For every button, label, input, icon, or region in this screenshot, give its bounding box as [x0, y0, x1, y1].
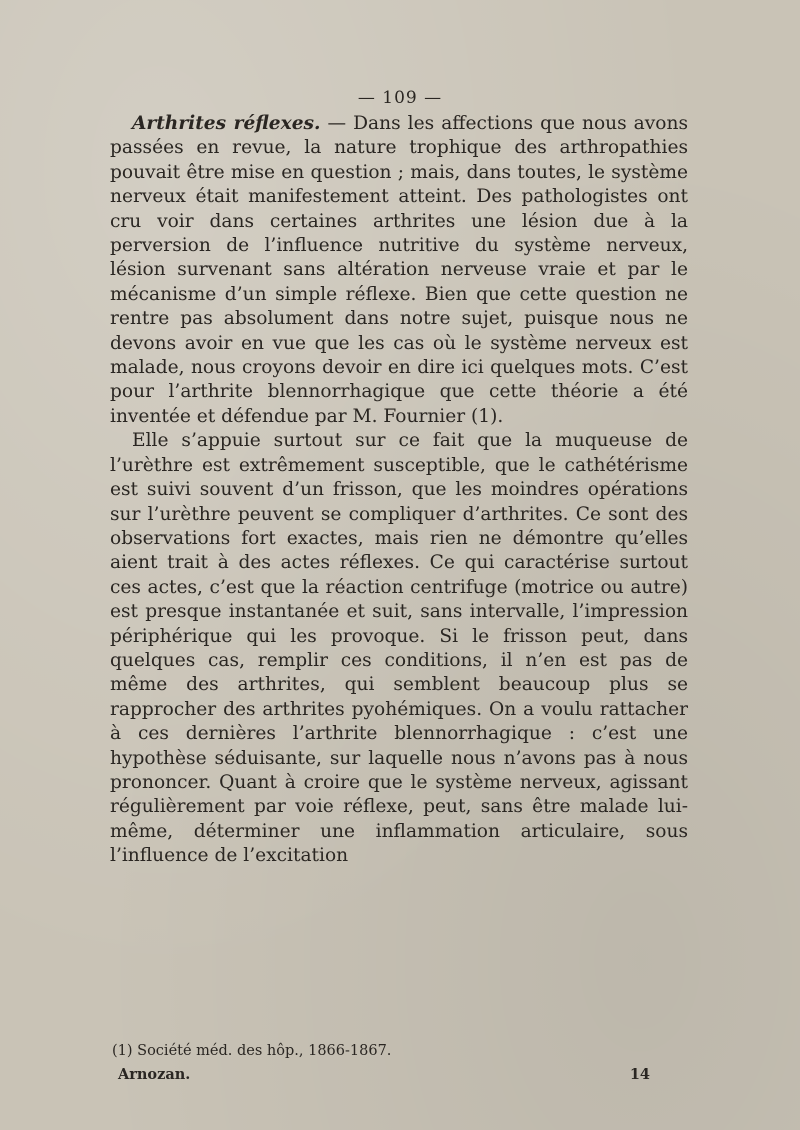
section-title: Arthrites réflexes.: [132, 113, 321, 134]
body-text: [110, 112, 688, 869]
paragraph-1-text: — Dans les affections que nous avons passées en revue, la nature trophique des arthropathies pouvait être mise en question ; mais, dans toutes, le système nerveux était manifestement atteint. Des pathologistes ont cru voir dans certaines arthrites une lésion due à la perversion de l’influence nutritive du système nerveux, lésion survenant sans altération nerveuse vraie et par le mécanisme d’un simple réflexe. Bien que cette question ne rentre pas absolument dans notre sujet, puisque nous ne devons avoir en vue que les cas où le système nerveux est malade, nous croyons devoir en dire ici quelques mots. C’est pour l’arthrite blennorrhagique que cette théorie a été inventée et défendue par M. Fournier (1).: [110, 113, 688, 427]
page-number: — 109 —: [357, 88, 443, 108]
signature-name: Arnozan.: [118, 1066, 191, 1083]
paragraph-2: [110, 429, 688, 868]
signature-number: 14: [629, 1066, 650, 1083]
footnote: (1) Société méd. des hôp., 1866-1867.: [112, 1043, 392, 1059]
signature-row: [118, 1066, 688, 1083]
paragraph-2-text: Elle s’appuie surtout sur ce fait que la muqueuse de l’urèthre est extrêmement susceptible, que le cathétérisme est suivi souvent d’un frisson, que les moindres opérations sur l’urèthre peuvent se compliquer d’arthrites. Ce sont des observations fort exactes, mais rien ne démontre qu’elles aient trait à des actes réflexes. Ce qui caractérise surtout ces actes, c’est que la réaction centrifuge (motrice ou autre) est presque instantanée et suit, sans intervalle, l’impression périphérique qui les provoque. Si le frisson peut, dans quelques cas, remplir ces conditions, il n’en est pas de même des arthrites, qui semblent beaucoup plus se rapprocher des arthrites pyohémiques. On a voulu rattacher à ces dernières l’arthrite blennorrhagique : c’est une hypothèse séduisante, sur laquelle nous n’avons pas à nous prononcer. Quant à croire que le système nerveux, agissant régulièrement par voie réflexe, peut, sans être malade lui-même, déterminer une inflammation articulaire, sous l’influence de l’excitation: [110, 430, 688, 867]
paragraph-1: [110, 112, 688, 429]
